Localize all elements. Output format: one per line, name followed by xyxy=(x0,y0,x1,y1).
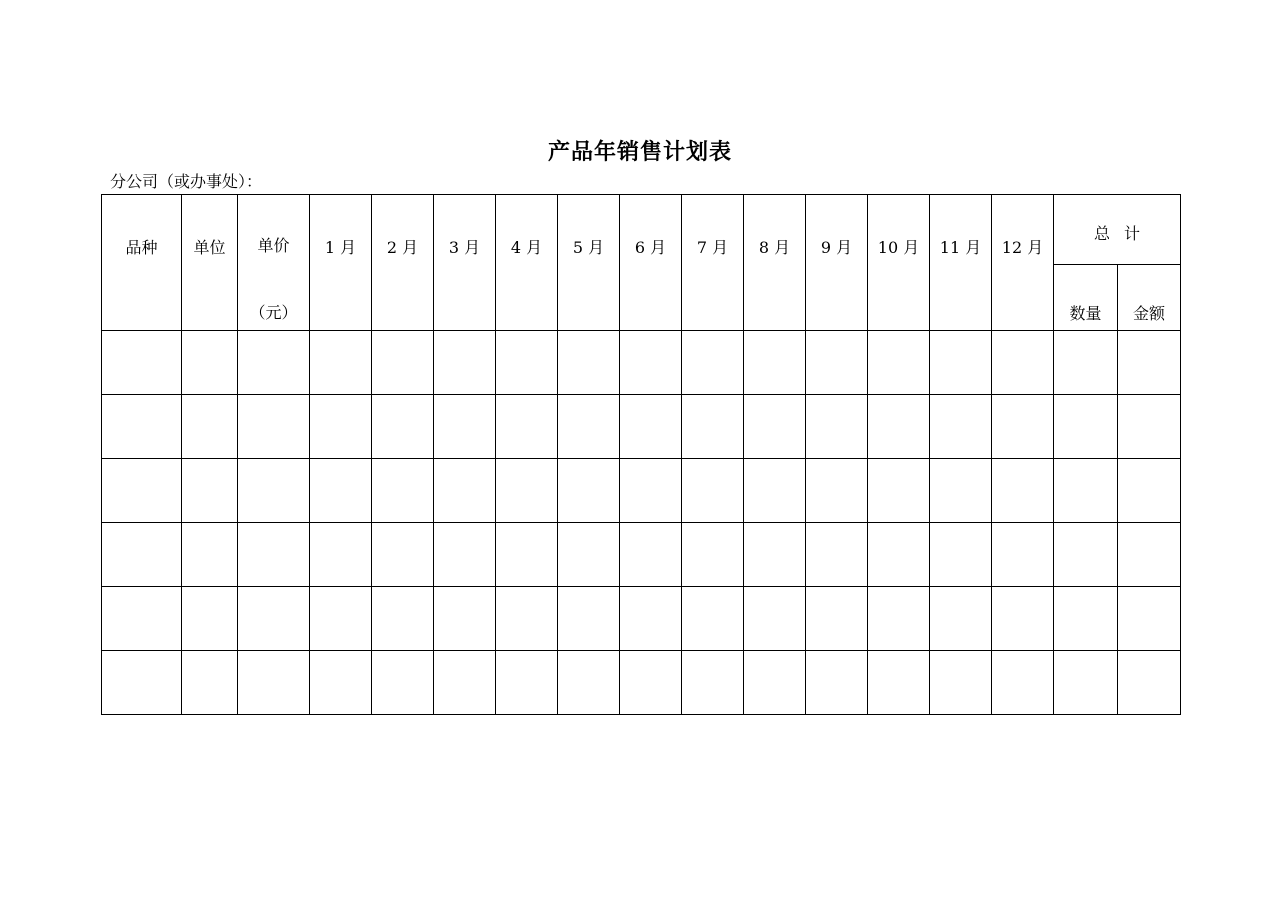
table-cell[interactable] xyxy=(558,587,620,651)
table-cell[interactable] xyxy=(1054,651,1118,715)
table-cell[interactable] xyxy=(434,651,496,715)
table-cell[interactable] xyxy=(682,651,744,715)
header-month-9 xyxy=(806,195,868,331)
table-cell[interactable] xyxy=(182,651,238,715)
table-cell[interactable] xyxy=(182,523,238,587)
table-cell[interactable] xyxy=(1054,523,1118,587)
table-cell[interactable] xyxy=(930,523,992,587)
table-row xyxy=(102,331,1181,395)
header-total: 总计 xyxy=(1054,195,1181,265)
table-cell[interactable] xyxy=(1054,395,1118,459)
table-cell[interactable] xyxy=(1118,395,1181,459)
table-cell[interactable] xyxy=(992,459,1054,523)
table-cell[interactable] xyxy=(806,331,868,395)
table-cell[interactable] xyxy=(558,395,620,459)
table-cell[interactable] xyxy=(1054,331,1118,395)
table-cell[interactable] xyxy=(310,523,372,587)
table-cell[interactable] xyxy=(992,395,1054,459)
header-variety-label: 品种 xyxy=(125,238,158,257)
header-month-3 xyxy=(434,195,496,331)
header-month-label: 7 月 xyxy=(696,238,729,257)
header-month-label: 5 月 xyxy=(572,238,605,257)
table-cell[interactable] xyxy=(372,523,434,587)
table-cell[interactable] xyxy=(310,651,372,715)
table-cell[interactable] xyxy=(372,331,434,395)
table-cell[interactable] xyxy=(930,587,992,651)
table-body xyxy=(102,331,1181,715)
table-cell[interactable] xyxy=(238,459,310,523)
header-month-label: 11 月 xyxy=(939,238,982,257)
table-cell[interactable] xyxy=(1118,651,1181,715)
table-cell[interactable] xyxy=(372,395,434,459)
table-cell[interactable] xyxy=(434,395,496,459)
header-unit xyxy=(182,195,238,331)
table-cell[interactable] xyxy=(102,651,182,715)
table-cell[interactable] xyxy=(558,331,620,395)
table-cell[interactable] xyxy=(434,331,496,395)
table-cell[interactable] xyxy=(372,651,434,715)
table-row xyxy=(102,395,1181,459)
header-month-label: 4 月 xyxy=(510,238,543,257)
table-cell[interactable] xyxy=(930,651,992,715)
table-cell[interactable] xyxy=(1118,523,1181,587)
document-title: 产品年销售计划表 xyxy=(547,140,732,165)
header-month-label: 6 月 xyxy=(634,238,667,257)
header-row-top xyxy=(102,195,1181,265)
table-cell[interactable] xyxy=(310,331,372,395)
table-row xyxy=(102,523,1181,587)
table-cell[interactable] xyxy=(310,459,372,523)
table-cell[interactable] xyxy=(102,331,182,395)
table-cell[interactable] xyxy=(992,587,1054,651)
table-cell[interactable] xyxy=(238,587,310,651)
header-month-6 xyxy=(620,195,682,331)
header-month-11 xyxy=(930,195,992,331)
table-cell[interactable] xyxy=(238,331,310,395)
table-cell[interactable] xyxy=(310,587,372,651)
table-cell[interactable] xyxy=(434,587,496,651)
table-cell[interactable] xyxy=(102,395,182,459)
table-cell[interactable] xyxy=(682,523,744,587)
table-cell[interactable] xyxy=(238,523,310,587)
table-cell[interactable] xyxy=(744,331,806,395)
table-cell[interactable] xyxy=(744,587,806,651)
header-month-12 xyxy=(992,195,1054,331)
table-cell[interactable] xyxy=(930,459,992,523)
header-total-quantity: 数量 xyxy=(1054,265,1118,331)
table-cell[interactable] xyxy=(620,459,682,523)
header-month-label: 12 月 xyxy=(1001,238,1044,257)
table-cell[interactable] xyxy=(182,331,238,395)
table-cell[interactable] xyxy=(238,395,310,459)
table-cell[interactable] xyxy=(620,395,682,459)
table-cell[interactable] xyxy=(496,459,558,523)
table-cell[interactable] xyxy=(806,395,868,459)
table-cell[interactable] xyxy=(744,395,806,459)
header-total-amount: 金额 xyxy=(1118,265,1181,331)
table-cell[interactable] xyxy=(868,651,930,715)
table-cell[interactable] xyxy=(102,523,182,587)
header-unit-price xyxy=(238,195,310,331)
table-cell[interactable] xyxy=(682,331,744,395)
header-variety xyxy=(102,195,182,331)
table-row xyxy=(102,651,1181,715)
header-month-label: 1 月 xyxy=(324,238,357,257)
table-cell[interactable] xyxy=(868,587,930,651)
header-month-1 xyxy=(310,195,372,331)
table-cell[interactable] xyxy=(992,331,1054,395)
table-cell[interactable] xyxy=(102,459,182,523)
table-cell[interactable] xyxy=(868,331,930,395)
table-cell[interactable] xyxy=(102,587,182,651)
table-cell[interactable] xyxy=(744,523,806,587)
table-cell[interactable] xyxy=(930,395,992,459)
table-cell[interactable] xyxy=(992,523,1054,587)
table-cell[interactable] xyxy=(434,523,496,587)
table-cell[interactable] xyxy=(620,651,682,715)
branch-office-label: 分公司（或办事处）： xyxy=(110,172,263,191)
table-cell[interactable] xyxy=(806,459,868,523)
table-cell[interactable] xyxy=(238,651,310,715)
table-cell[interactable] xyxy=(682,395,744,459)
table-cell[interactable] xyxy=(682,459,744,523)
table-cell[interactable] xyxy=(868,523,930,587)
header-unit-label: 单位 xyxy=(193,238,226,257)
header-month-label: 9 月 xyxy=(820,238,853,257)
table-cell[interactable] xyxy=(372,459,434,523)
table-cell[interactable] xyxy=(1118,459,1181,523)
table-cell[interactable] xyxy=(1054,459,1118,523)
table-cell[interactable] xyxy=(868,395,930,459)
table-cell[interactable] xyxy=(620,587,682,651)
header-unit-price-suffix: （元） xyxy=(249,303,298,322)
table-cell[interactable] xyxy=(868,459,930,523)
table-cell[interactable] xyxy=(806,523,868,587)
table-cell[interactable] xyxy=(182,587,238,651)
header-month-5 xyxy=(558,195,620,331)
table-cell[interactable] xyxy=(1054,587,1118,651)
table-cell[interactable] xyxy=(744,459,806,523)
table-cell[interactable] xyxy=(682,587,744,651)
header-month-4 xyxy=(496,195,558,331)
header-month-2 xyxy=(372,195,434,331)
table-cell[interactable] xyxy=(434,459,496,523)
table-cell[interactable] xyxy=(496,651,558,715)
header-month-7 xyxy=(682,195,744,331)
table-cell[interactable] xyxy=(558,459,620,523)
table-cell[interactable] xyxy=(806,587,868,651)
table-cell[interactable] xyxy=(620,523,682,587)
table-cell[interactable] xyxy=(1118,331,1181,395)
table-cell[interactable] xyxy=(744,651,806,715)
header-month-label: 3 月 xyxy=(448,238,481,257)
header-month-label: 8 月 xyxy=(758,238,791,257)
table-cell[interactable] xyxy=(930,331,992,395)
table-row xyxy=(102,587,1181,651)
table-cell[interactable] xyxy=(182,459,238,523)
table-cell[interactable] xyxy=(558,523,620,587)
table-cell[interactable] xyxy=(1118,587,1181,651)
table-cell[interactable] xyxy=(496,587,558,651)
table-cell[interactable] xyxy=(806,651,868,715)
header-unit-price-label: 单价 xyxy=(257,236,290,255)
header-month-8 xyxy=(744,195,806,331)
table-cell[interactable] xyxy=(496,395,558,459)
table-cell[interactable] xyxy=(372,587,434,651)
sales-plan-table xyxy=(101,194,1181,715)
table-cell[interactable] xyxy=(558,651,620,715)
header-month-label: 10 月 xyxy=(877,238,920,257)
table-cell[interactable] xyxy=(496,331,558,395)
table-cell[interactable] xyxy=(496,523,558,587)
header-month-10 xyxy=(868,195,930,331)
table-row xyxy=(102,459,1181,523)
header-month-label: 2 月 xyxy=(386,238,419,257)
table-cell[interactable] xyxy=(182,395,238,459)
table-cell[interactable] xyxy=(310,395,372,459)
table-cell[interactable] xyxy=(620,331,682,395)
table-cell[interactable] xyxy=(992,651,1054,715)
